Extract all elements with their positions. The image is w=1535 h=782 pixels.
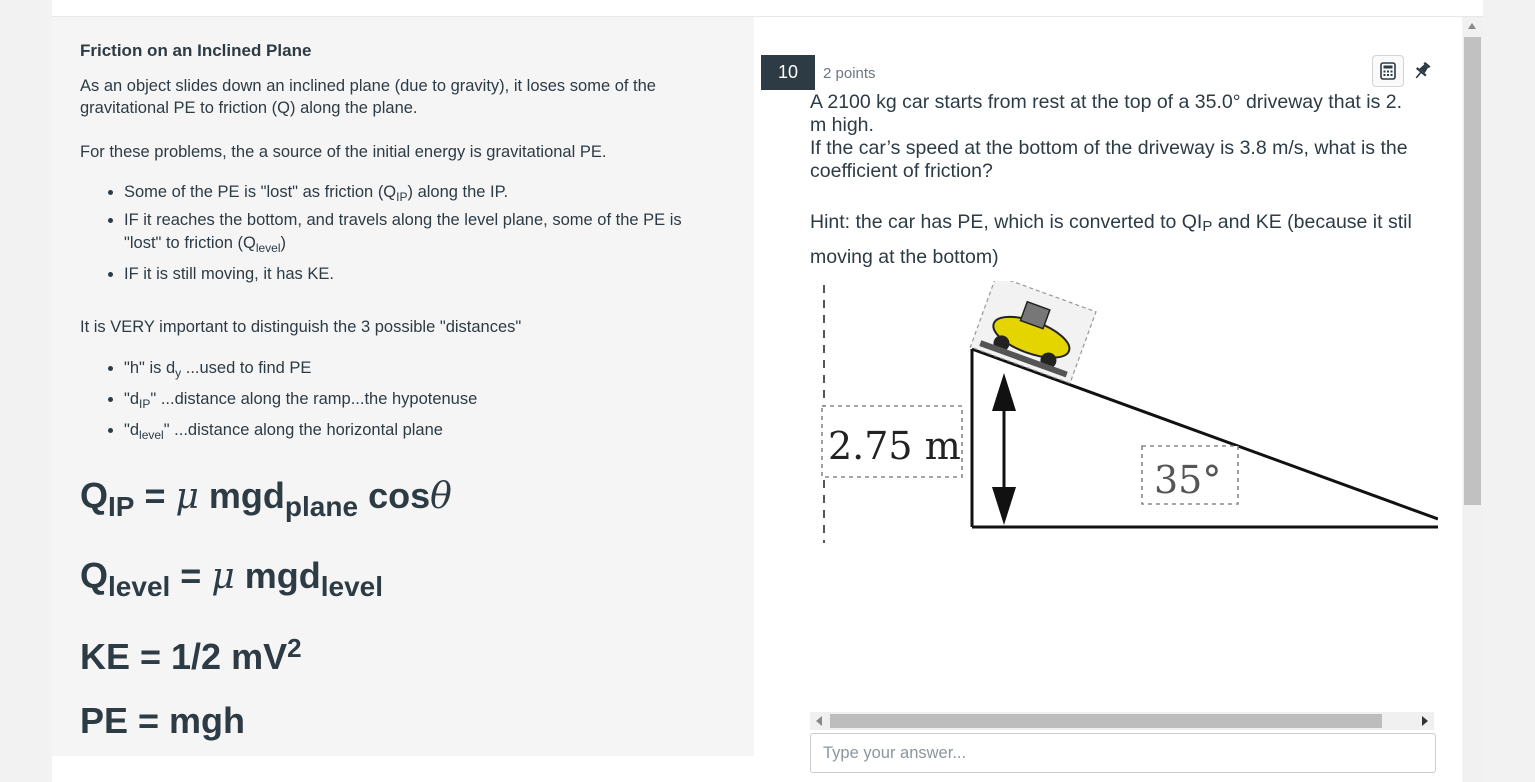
height-label: 2.75 m <box>828 424 961 468</box>
list-item: • "h" is $d_y$ ...used to find PE <box>124 355 477 386</box>
source-paragraph: For these problems, the a source of the initial energy is gravitational PE. <box>80 143 607 161</box>
calculator-button[interactable] <box>1372 55 1404 87</box>
incline-diagram <box>810 281 1438 547</box>
vertical-scrollbar[interactable] <box>1462 17 1483 782</box>
question-number: 10 <box>761 55 815 90</box>
question-points: 2 points <box>823 65 876 82</box>
intro-line-2: gravitational PE to friction (Q) along the plane. <box>80 99 418 117</box>
friction-bullets <box>80 180 682 286</box>
list-item: • "$d_{IP}$" ...distance along the ramp...the hypotenuse <box>124 386 477 417</box>
pin-button[interactable] <box>1410 57 1434 85</box>
intro-paragraph <box>80 75 656 119</box>
list-item: • IF it reaches the bottom, and travels along the level plane, some of the PE is "lost" to friction $(Q_{level})$ <box>124 209 682 260</box>
question-panel <box>754 17 1462 782</box>
distance-bullets <box>80 355 477 448</box>
question-text: A 2100 kg car starts from rest at the top of a 35.0° driveway that is 2. m high. If the car’s speed at the bottom of the driveway is 3.8 m/s, what is the coefficient of friction? <box>810 91 1408 182</box>
info-panel <box>52 17 754 756</box>
formula-q-ip: $Q_{IP} = \mu$ mgd$_{plane}$ cosθ <box>80 475 452 522</box>
scroll-left-icon[interactable] <box>816 716 822 726</box>
pin-icon <box>1412 60 1432 82</box>
formula-q-level: $Q_{level} = \mu$ mgd$_{level}$ <box>80 555 384 602</box>
distances-paragraph: It is VERY important to distinguish the 3 possible "distances" <box>80 318 522 336</box>
intro-line-1: As an object slides down an inclined plane (due to gravity), it loses some of the <box>80 77 656 95</box>
formula-ke: KE = 1/2 $mV^2$ <box>80 633 302 677</box>
hint-text: Hint: the car has PE, which is converted to $QI_P$ and KE (because it stil moving at the bottom) <box>810 211 1412 268</box>
arrow-head-up <box>992 373 1016 411</box>
scroll-right-icon[interactable] <box>1422 716 1428 726</box>
scroll-up-icon[interactable] <box>1468 23 1476 29</box>
info-title: Friction on an Inclined Plane <box>80 41 312 60</box>
answer-input[interactable] <box>810 733 1436 773</box>
list-item: • "$d_{level}$" ...distance along the horizontal plane <box>124 417 477 448</box>
list-item: • IF it is still moving, it has KE. <box>124 262 682 286</box>
horizontal-scrollbar[interactable] <box>810 712 1434 730</box>
calculator-icon <box>1380 62 1396 80</box>
angle-label: 35° <box>1154 458 1222 502</box>
app-frame <box>52 0 1483 782</box>
horizontal-scroll-thumb[interactable] <box>830 714 1382 728</box>
car-image <box>970 281 1096 383</box>
vertical-scroll-thumb[interactable] <box>1464 37 1481 505</box>
list-item: • Some of the PE is "lost" as friction $(Q_{IP})$ along the IP. <box>124 180 682 209</box>
formula-pe: PE = mgh <box>80 700 246 741</box>
arrow-head-down <box>992 487 1016 525</box>
top-bar <box>52 0 1483 17</box>
